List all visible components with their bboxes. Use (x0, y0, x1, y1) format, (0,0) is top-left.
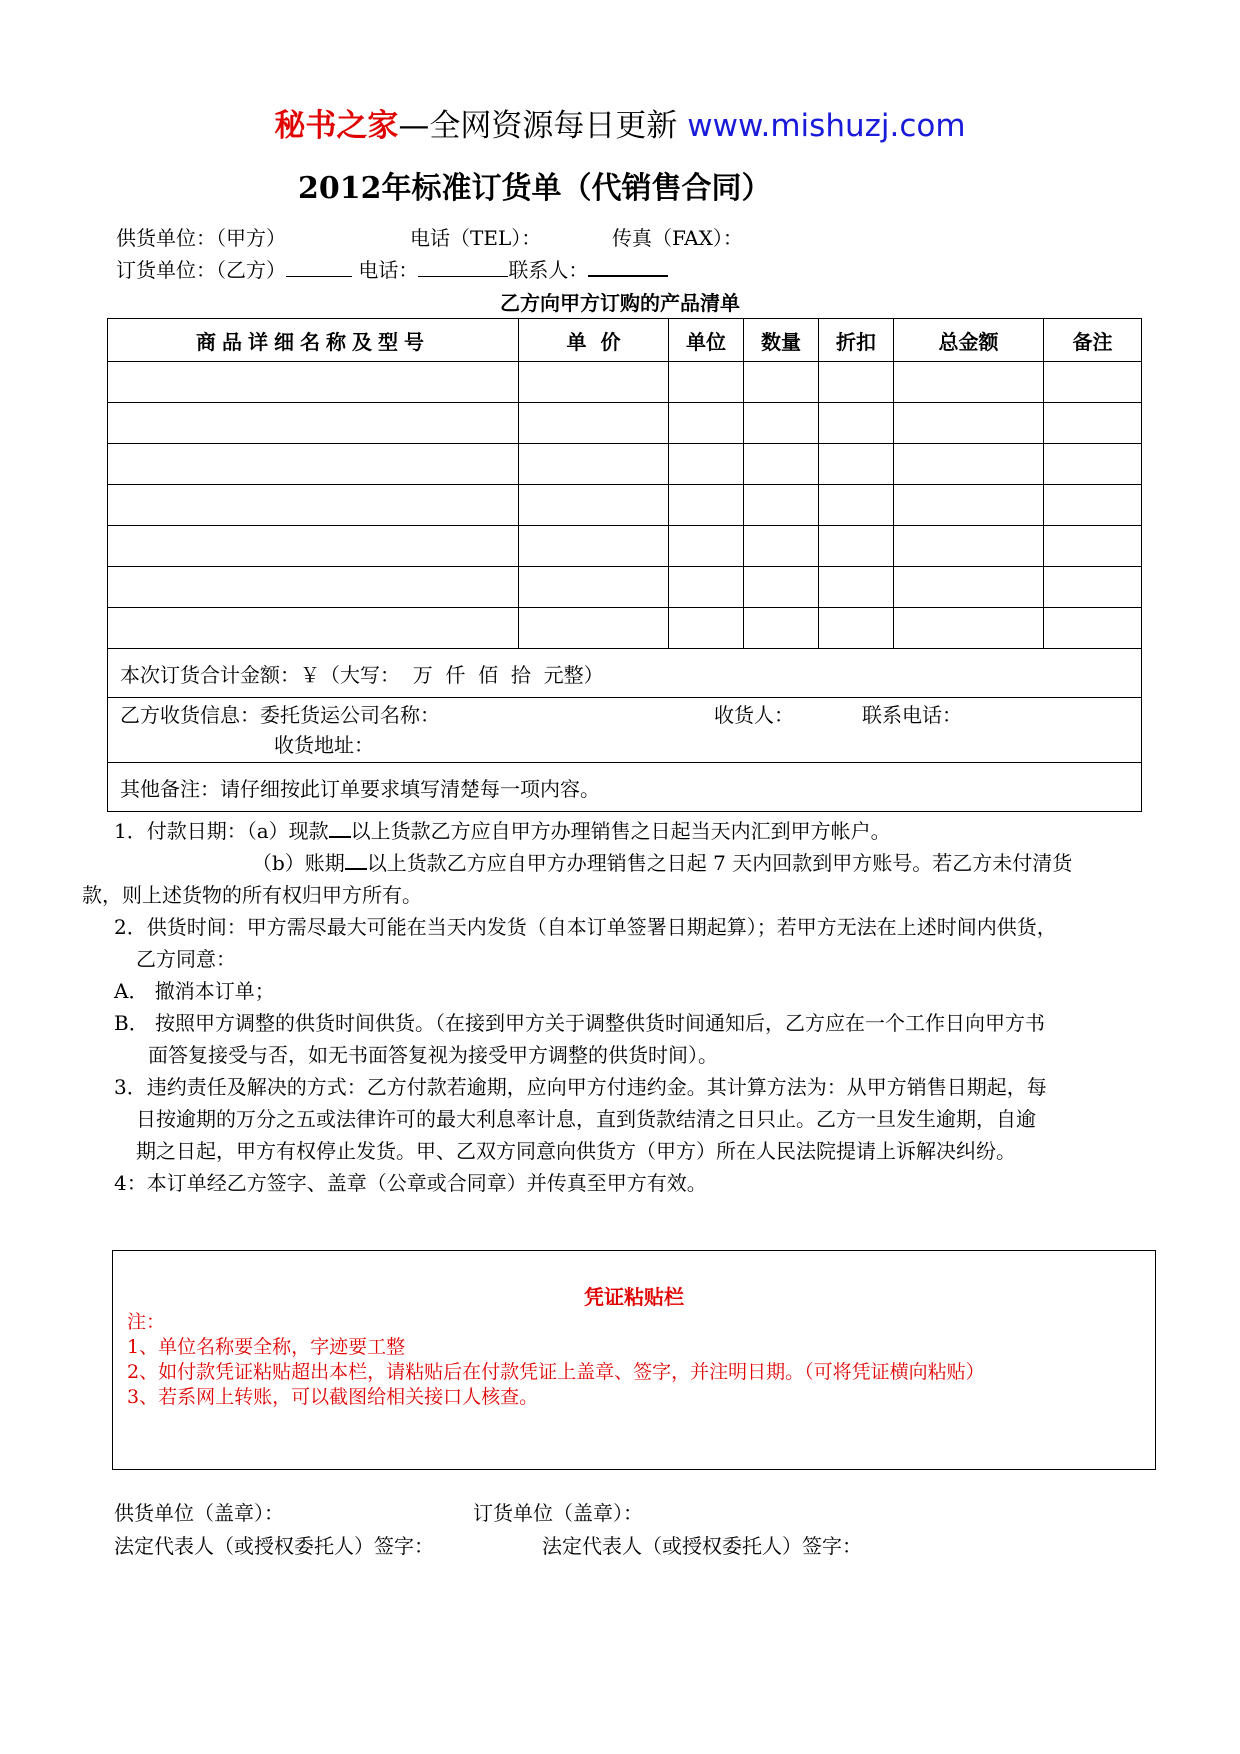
clause-2-line2: 乙方同意： (136, 947, 236, 971)
table-cell[interactable] (519, 526, 669, 567)
clause-1b-text: 以上货款乙方应自甲方办理销售之日起 7 天内回款到甲方账号。若乙方未付清货 (366, 851, 1073, 875)
table-row[interactable] (108, 444, 1142, 485)
table-cell[interactable] (1044, 485, 1142, 526)
col-header-product: 商品详细名称及型号 (108, 319, 519, 362)
table-cell[interactable] (819, 567, 894, 608)
table-cell[interactable] (819, 444, 894, 485)
supplier-seal-label: 供货单位（盖章）： (114, 1501, 284, 1525)
receive-info-cell[interactable] (108, 698, 1142, 763)
voucher-note-1: 1、单位名称要全称，字迹要工整 (127, 1336, 406, 1358)
table-cell[interactable] (1044, 567, 1142, 608)
table-row[interactable] (108, 403, 1142, 444)
orderer-tel-blank[interactable] (418, 258, 508, 277)
clause-3-line1: 3．违约责任及解决的方式：乙方付款若逾期，应向甲方付违约金。其计算方法为：从甲方销售日期起，每 (114, 1075, 1047, 1099)
orderer-seal-label: 订货单位（盖章）： (473, 1501, 643, 1525)
clause-4: 4：本订单经乙方签字、盖章（公章或合同章）并传真至甲方有效。 (114, 1171, 707, 1195)
table-cell[interactable] (744, 567, 819, 608)
col-header-remark: 备注 (1044, 319, 1142, 362)
clause-1a (114, 815, 891, 847)
cash-blank[interactable] (329, 818, 351, 838)
clause-3-line2: 日按逾期的万分之五或法律许可的最大利息率计息，直到货款结清之日只止。乙方一旦发生逾期，自逾 (136, 1107, 1036, 1131)
clause-a: A． 撤消本订单； (114, 979, 275, 1003)
voucher-title: 凭证粘贴栏 (584, 1285, 684, 1309)
carrier-label: 乙方收货信息：委托货运公司名称： (120, 703, 440, 727)
col-header-discount: 折扣 (819, 319, 894, 362)
col-header-quantity: 数量 (744, 319, 819, 362)
orderer-blank[interactable] (286, 258, 352, 277)
table-row[interactable] (108, 608, 1142, 649)
clause-1b (252, 847, 1072, 879)
table-cell[interactable] (519, 362, 669, 403)
receiver-phone-label: 联系电话： (862, 703, 962, 727)
site-url[interactable]: www.mishuzj.com (687, 108, 966, 144)
col-header-total: 总金额 (894, 319, 1044, 362)
table-cell[interactable] (669, 485, 744, 526)
clause-1b-label: （b）账期 (252, 851, 345, 875)
receive-info-row (108, 698, 1142, 763)
table-cell[interactable] (519, 567, 669, 608)
table-cell[interactable] (669, 526, 744, 567)
supplier-fax-label: 传真（FAX）： (612, 226, 743, 250)
table-cell[interactable] (1044, 403, 1142, 444)
table-row[interactable] (108, 485, 1142, 526)
orderer-line (116, 254, 668, 283)
table-cell[interactable] (108, 567, 519, 608)
table-cell[interactable] (519, 608, 669, 649)
clause-1a-text: 以上货款乙方应自甲方办理销售之日起当天内汇到甲方帐户。 (350, 819, 891, 843)
clause-b-line1: B． 按照甲方调整的供货时间供货。（在接到甲方关于调整供货时间通知后，乙方应在一个工作日向甲方书 (114, 1011, 1046, 1035)
other-notes-text: 其他备注：请仔细按此订单要求填写清楚每一项内容。 (108, 763, 1142, 812)
table-cell[interactable] (669, 608, 744, 649)
total-amount-text[interactable]: 本次订货合计金额：￥（大写： 万 仟 佰 拾 元整） (108, 649, 1142, 698)
table-row[interactable] (108, 362, 1142, 403)
table-cell[interactable] (819, 362, 894, 403)
col-header-unit: 单位 (669, 319, 744, 362)
voucher-note-3: 3、若系网上转账，可以截图给相关接口人核查。 (127, 1386, 539, 1408)
table-cell[interactable] (819, 403, 894, 444)
table-cell[interactable] (894, 608, 1044, 649)
table-cell[interactable] (669, 567, 744, 608)
table-cell[interactable] (669, 362, 744, 403)
table-cell[interactable] (669, 403, 744, 444)
voucher-note-label: 注： (127, 1311, 166, 1333)
credit-blank[interactable] (345, 850, 367, 870)
table-cell[interactable] (819, 485, 894, 526)
table-cell[interactable] (894, 567, 1044, 608)
table-cell[interactable] (669, 444, 744, 485)
orderer-label: 订货单位：（乙方） (116, 258, 286, 282)
table-cell[interactable] (894, 526, 1044, 567)
table-cell[interactable] (108, 608, 519, 649)
voucher-paste-box[interactable] (112, 1250, 1156, 1470)
slogan: —全网资源每日更新 (398, 108, 688, 144)
table-cell[interactable] (519, 403, 669, 444)
site-header (0, 100, 1240, 145)
table-cell[interactable] (1044, 444, 1142, 485)
table-caption: 乙方向甲方订购的产品清单 (500, 291, 740, 315)
supplier-rep-signature-label: 法定代表人（或授权委托人）签字： (114, 1534, 434, 1558)
supplier-label: 供货单位：（甲方） (116, 226, 286, 250)
table-cell[interactable] (744, 444, 819, 485)
table-row[interactable] (108, 526, 1142, 567)
table-cell[interactable] (744, 362, 819, 403)
table-cell[interactable] (894, 444, 1044, 485)
clause-1a-label: 1．付款日期：（a）现款 (114, 819, 329, 843)
table-cell[interactable] (108, 526, 519, 567)
table-cell[interactable] (108, 362, 519, 403)
orderer-contact-blank[interactable] (588, 257, 668, 277)
page-title: 2012年标准订货单（代销售合同） (298, 171, 772, 206)
clause-3-line3: 期之日起，甲方有权停止发货。甲、乙双方同意向供货方（甲方）所在人民法院提请上诉解决纠纷。 (136, 1139, 1016, 1163)
table-cell[interactable] (819, 608, 894, 649)
table-row[interactable] (108, 567, 1142, 608)
supplier-tel-label: 电话（TEL）： (410, 226, 542, 250)
other-notes-row (108, 763, 1142, 812)
orderer-contact-label: 联系人： (508, 258, 589, 282)
table-cell[interactable] (519, 444, 669, 485)
table-cell[interactable] (744, 526, 819, 567)
table-cell[interactable] (1044, 362, 1142, 403)
table-cell[interactable] (894, 362, 1044, 403)
table-cell[interactable] (108, 485, 519, 526)
table-cell[interactable] (108, 403, 519, 444)
table-cell[interactable] (744, 608, 819, 649)
clause-1b-cont: 款，则上述货物的所有权归甲方所有。 (82, 883, 422, 907)
table-cell[interactable] (894, 485, 1044, 526)
address-label: 收货地址： (274, 733, 374, 757)
table-header-row (108, 319, 1142, 362)
receiver-label: 收货人： (714, 703, 794, 727)
table-cell[interactable] (744, 485, 819, 526)
orderer-tel-label: 电话： (358, 258, 419, 282)
product-table (107, 318, 1142, 812)
orderer-rep-signature-label: 法定代表人（或授权委托人）签字： (542, 1534, 862, 1558)
table-cell[interactable] (819, 526, 894, 567)
table-cell[interactable] (108, 444, 519, 485)
brand-name: 秘书之家 (274, 108, 399, 144)
clause-2-line1: 2．供货时间：甲方需尽最大可能在当天内发货（自本订单签署日期起算）；若甲方无法在上述时间内供货， (114, 915, 1057, 939)
voucher-note-2: 2、如付款凭证粘贴超出本栏，请粘贴后在付款凭证上盖章、签字，并注明日期。（可将凭证横向粘贴） (127, 1361, 985, 1383)
table-cell[interactable] (894, 403, 1044, 444)
col-header-unit-price: 单 价 (519, 319, 669, 362)
clause-b-line2: 面答复接受与否，如无书面答复视为接受甲方调整的供货时间）。 (148, 1043, 718, 1067)
table-cell[interactable] (1044, 526, 1142, 567)
total-row (108, 649, 1142, 698)
table-cell[interactable] (744, 403, 819, 444)
table-cell[interactable] (1044, 608, 1142, 649)
table-cell[interactable] (519, 485, 669, 526)
